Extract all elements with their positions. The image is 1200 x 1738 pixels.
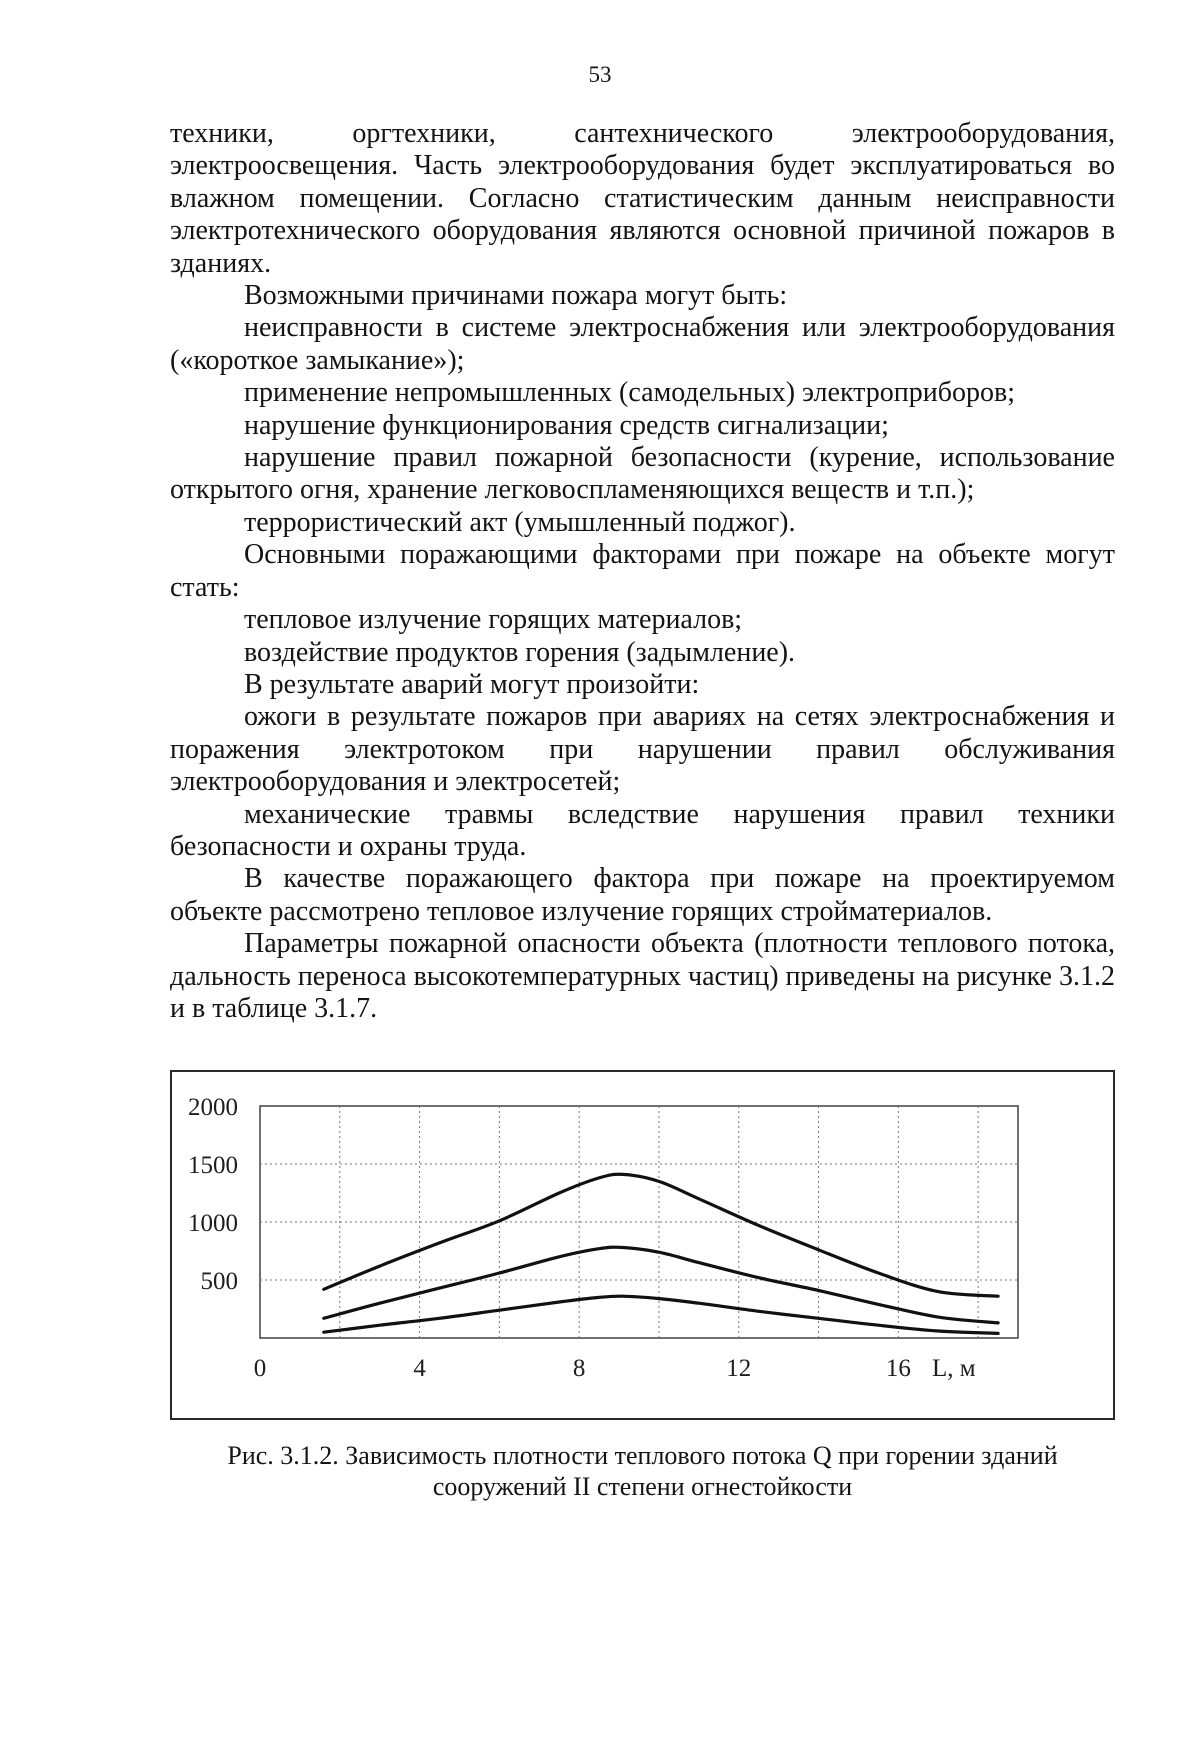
x-axis-label: L, м (932, 1355, 976, 1382)
list-item: тепловое излучение горящих материалов; (244, 604, 743, 636)
list-item: воздействие продуктов горения (задымление). (244, 636, 796, 668)
series-line-upper (324, 1174, 998, 1296)
paragraph: В результате аварий могут произойти: (244, 668, 700, 700)
y-tick-label: 2000 (188, 1094, 238, 1121)
paragraph: Возможными причинами пожара могут быть: (244, 280, 788, 312)
y-tick-label: 1000 (188, 1210, 238, 1237)
x-tick-label: 16 (885, 1355, 911, 1382)
x-tick-label: 8 (572, 1355, 586, 1382)
page-number: 53 (588, 62, 612, 87)
x-tick-label: 12 (726, 1355, 752, 1382)
series-line-lower (324, 1296, 998, 1333)
list-item: механические травмы вследствие нарушения правил техники безопасности и охраны труда. (170, 798, 1115, 862)
body-text (170, 118, 1115, 1025)
list-item: ожоги в результате пожаров при авариях на сетях электроснабжения и поражения электротоком при нарушении правил обслуживания электрооборудования и электросетей; (170, 701, 1115, 798)
y-tick-label: 1500 (188, 1152, 238, 1179)
paragraph: Параметры пожарной опасности объекта (плотности теплового потока, дальность переноса высокотемпературных частиц) приведены на рисунке 3.1.2 и в таблице 3.1.7. (170, 928, 1115, 1024)
caption-line-1: Рис. 3.1.2. Зависимость плотности теплового потока Q при горении зданий (227, 1441, 1058, 1470)
x-tick-label: 4 (413, 1355, 426, 1382)
list-item: террористический акт (умышленный поджог). (244, 506, 796, 538)
paragraph: Основными поражающими факторами при пожаре на объекте могут стать: (170, 539, 1115, 603)
list-item: нарушение правил пожарной безопасности (курение, использование открытого огня, хранение легковоспламеняющихся веществ и т.п.); (170, 442, 1115, 506)
figure-frame (170, 1070, 1115, 1420)
figure-caption (170, 1440, 1115, 1502)
list-item: применение непромышленных (самодельных) электроприборов; (244, 377, 1015, 409)
list-item: неисправности в системе электроснабжения или электрооборудования («короткое замыкание»); (170, 312, 1115, 376)
paragraph: техники, оргтехники, сантехнического электрооборудования, электроосвещения. Часть электрооборудования будет эксплуатироваться во влажном помещении. Согласно статистическим данным неисправности электротехнического оборудования являются основной причиной пожаров в зданиях. (170, 118, 1115, 279)
caption-line-2: сооружений II степени огнестойкости (432, 1472, 853, 1501)
x-tick-label: 0 (253, 1355, 267, 1382)
heat-flux-chart (172, 1072, 1113, 1418)
y-tick-label: 500 (200, 1268, 238, 1295)
list-item: нарушение функционирования средств сигнализации; (244, 409, 889, 441)
series-line-middle (324, 1247, 998, 1323)
paragraph: В качестве поражающего фактора при пожаре на проектируемом объекте рассмотрено тепловое излучение горящих стройматериалов. (170, 863, 1115, 927)
